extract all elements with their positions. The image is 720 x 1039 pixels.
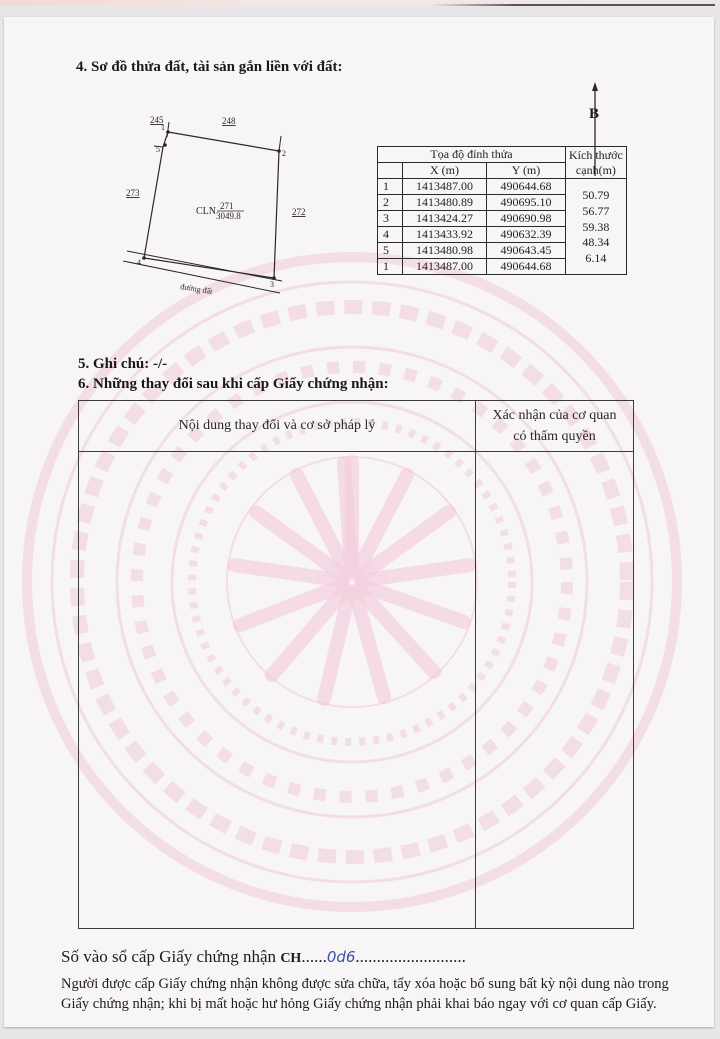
registration-dots-before: ......: [301, 947, 327, 966]
vertex-label-1: 1: [161, 123, 165, 132]
authority-header-line2: có thẩm quyền: [513, 429, 596, 444]
edge-length-header-line2: cạnh(m): [575, 162, 616, 177]
registration-dots-after: ..........................: [355, 947, 466, 966]
y-value: 490695.10: [487, 195, 566, 211]
y-value: 490690.98: [487, 211, 566, 227]
photo-top-shadow-line: [430, 4, 715, 6]
neighbor-parcel-273: 273: [126, 188, 140, 198]
vertex-label-5: 5: [156, 145, 160, 154]
section-5-notes: 5. Ghi chú: -/-: [78, 356, 168, 372]
road-label: đường đất: [179, 282, 214, 297]
certificate-page: [4, 17, 714, 1027]
parcel-number: 271: [220, 201, 234, 211]
neighbor-parcel-248: 248: [222, 116, 236, 126]
table-row: [378, 179, 627, 195]
section-4-heading: 4. Sơ đồ thửa đất, tài sản gắn liền với đất:: [76, 59, 343, 75]
north-label: B: [589, 106, 600, 122]
header-divider: [79, 451, 633, 452]
y-header: Y (m): [487, 163, 566, 179]
x-value: 1413480.89: [403, 195, 487, 211]
authority-confirmation-header: [476, 401, 633, 451]
point-id: 1: [378, 179, 403, 195]
edge-length: 59.38: [582, 219, 610, 234]
parcel-land-type: CLN: [196, 206, 216, 217]
handwritten-registration-number: 0d6: [326, 948, 356, 966]
point-id: 3: [378, 211, 403, 227]
changes-table: [78, 400, 634, 929]
point-id: 1: [378, 259, 403, 275]
x-value: 1413487.00: [403, 179, 487, 195]
changes-content-header: Nội dung thay đổi và cơ sở pháp lý: [178, 418, 376, 433]
vertex-coordinate-table: [377, 146, 627, 275]
parcel-sketch: [110, 110, 324, 310]
point-header: [378, 163, 403, 179]
vertex-label-2: 2: [282, 149, 286, 158]
edge-length-header: [566, 147, 627, 179]
edge-lengths-cell: [566, 179, 627, 275]
registration-number-line: [61, 947, 466, 967]
section-6-heading: 6. Những thay đổi sau khi cấp Giấy chứng nhận:: [78, 376, 389, 392]
point-id: 5: [378, 243, 403, 259]
point-id: 4: [378, 227, 403, 243]
changes-content-cell: [79, 453, 475, 927]
edge-length: 50.79: [582, 188, 610, 202]
authority-confirmation-cell: [477, 453, 633, 927]
parcel-area: 3049.8: [216, 211, 241, 221]
holder-notice: Người được cấp Giấy chứng nhận không được sửa chữa, tẩy xóa hoặc bổ sung bất kỳ nội dung nào trong Giấy chứng nhận; khi bị mất hoặc hư hỏng Giấy chứng nhận phải khai báo ngay với cơ quan cấp Giấy.: [61, 976, 669, 1012]
edge-length-header-line1: Kích thước: [569, 147, 623, 162]
edge-length: 48.34: [582, 235, 610, 250]
y-value: 490632.39: [487, 227, 566, 243]
y-value: 490643.45: [487, 243, 566, 259]
edge-length: 56.77: [582, 203, 610, 218]
registration-label: Số vào sổ cấp Giấy chứng nhận: [61, 947, 277, 966]
x-value: 1413487.00: [403, 259, 487, 275]
authority-header-line1: Xác nhận của cơ quan: [492, 408, 617, 423]
neighbor-parcel-245: 245: [150, 115, 164, 125]
vertex-label-4: 4: [137, 258, 141, 267]
coord-group-header: Tọa độ đỉnh thửa: [378, 147, 566, 163]
x-value: 1413480.98: [403, 243, 487, 259]
y-value: 490644.68: [487, 179, 566, 195]
point-id: 2: [378, 195, 403, 211]
y-value: 490644.68: [487, 259, 566, 275]
x-value: 1413424.27: [403, 211, 487, 227]
coord-header-row: [378, 147, 627, 163]
neighbor-parcel-272: 272: [292, 207, 306, 217]
x-header: X (m): [403, 163, 487, 179]
registration-prefix: CH: [280, 951, 302, 966]
column-divider: [475, 401, 476, 928]
edge-length: 6.14: [585, 251, 607, 266]
vertex-label-3: 3: [270, 280, 274, 289]
x-value: 1413433.92: [403, 227, 487, 243]
